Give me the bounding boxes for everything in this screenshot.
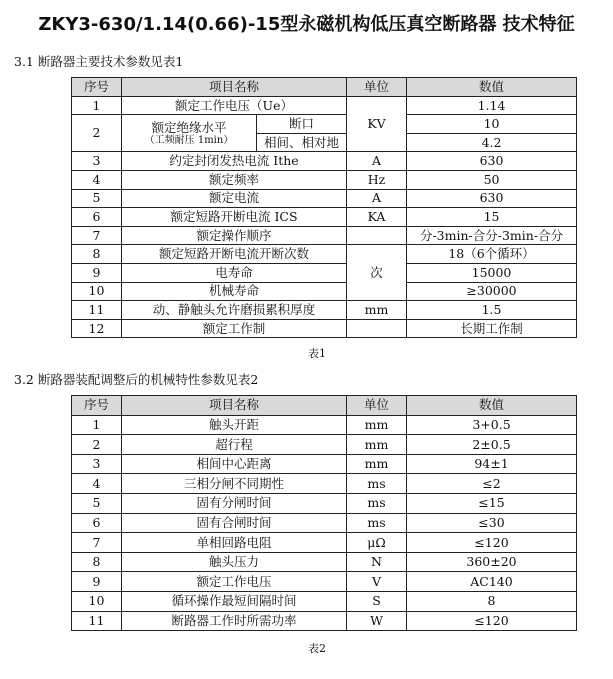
row-name: 额定电流	[122, 189, 347, 208]
row-no: 8	[72, 245, 122, 264]
row-name: 机械寿命	[122, 282, 347, 301]
row-name: 固有分闸时间	[122, 493, 347, 513]
table-row	[72, 282, 577, 301]
row-subname: 相间、相对地	[257, 133, 347, 152]
table-row	[72, 170, 577, 189]
table-1	[71, 77, 577, 338]
header-unit: 单位	[347, 396, 407, 416]
row-value: 10	[407, 115, 577, 134]
row-no: 7	[72, 533, 122, 553]
row-name: 固有合闸时间	[122, 513, 347, 533]
header-no: 序号	[72, 396, 122, 416]
row-value: 3+0.5	[407, 415, 577, 435]
row-no: 5	[72, 493, 122, 513]
table-2	[71, 395, 577, 631]
table-row	[72, 454, 577, 474]
row-value: 1.14	[407, 96, 577, 115]
row-no: 7	[72, 226, 122, 245]
row-unit: V	[347, 572, 407, 592]
row-no: 9	[72, 572, 122, 592]
row-name: 相间中心距离	[122, 454, 347, 474]
table-row	[72, 611, 577, 631]
row-unit: 次	[347, 245, 407, 301]
row-name-sub: （工频耐压 1min）	[144, 134, 234, 146]
row-name: 额定操作顺序	[122, 226, 347, 245]
row-name: 触头开距	[122, 415, 347, 435]
row-unit: mm	[347, 301, 407, 320]
row-unit: mm	[347, 454, 407, 474]
row-no: 3	[72, 152, 122, 171]
table-row	[72, 96, 577, 115]
table-row	[72, 513, 577, 533]
row-name-group	[122, 115, 257, 152]
row-no: 2	[72, 435, 122, 455]
row-no: 6	[72, 513, 122, 533]
row-no: 5	[72, 189, 122, 208]
row-name: 动、静触头允许磨损累积厚度	[122, 301, 347, 320]
row-no: 11	[72, 611, 122, 631]
row-name: 电寿命	[122, 263, 347, 282]
row-name: 单相回路电阻	[122, 533, 347, 553]
row-value: 15000	[407, 263, 577, 282]
row-value: ≤120	[407, 611, 577, 631]
section-heading-1: 3.1 断路器主要技术参数见表1	[14, 54, 184, 69]
row-name: 断路器工作时所需功率	[122, 611, 347, 631]
row-value: ≥30000	[407, 282, 577, 301]
row-no: 4	[72, 474, 122, 494]
table-row	[72, 226, 577, 245]
table-row	[72, 319, 577, 338]
row-value: 94±1	[407, 454, 577, 474]
table-row	[72, 474, 577, 494]
row-name: 循环操作最短间隔时间	[122, 591, 347, 611]
table-2-caption: 表2	[308, 642, 326, 655]
row-name: 额定工作制	[122, 319, 347, 338]
table-row	[72, 415, 577, 435]
row-value: ≤120	[407, 533, 577, 553]
row-unit	[347, 319, 407, 338]
row-no: 2	[72, 115, 122, 152]
row-name: 额定工作电压（Ue）	[122, 96, 347, 115]
row-value: 8	[407, 591, 577, 611]
row-value: 长期工作制	[407, 319, 577, 338]
table-row	[72, 115, 577, 134]
row-value: 18（6个循环）	[407, 245, 577, 264]
row-unit: S	[347, 591, 407, 611]
row-value: 50	[407, 170, 577, 189]
row-no: 10	[72, 591, 122, 611]
row-no: 8	[72, 552, 122, 572]
header-no: 序号	[72, 78, 122, 97]
row-unit: μΩ	[347, 533, 407, 553]
row-value: 630	[407, 189, 577, 208]
row-value: ≤30	[407, 513, 577, 533]
table-header-row	[72, 396, 577, 416]
row-name: 额定频率	[122, 170, 347, 189]
table-row	[72, 435, 577, 455]
row-name: 触头压力	[122, 552, 347, 572]
table-row	[72, 208, 577, 227]
header-name: 项目名称	[122, 78, 347, 97]
table-row	[72, 263, 577, 282]
row-value: 4.2	[407, 133, 577, 152]
document-title: ZKY3-630/1.14(0.66)-15型永磁机构低压真空断路器 技术特征	[38, 14, 575, 35]
row-unit: N	[347, 552, 407, 572]
row-unit: mm	[347, 435, 407, 455]
table-row	[72, 245, 577, 264]
table-row	[72, 152, 577, 171]
row-name: 额定短路开断电流开断次数	[122, 245, 347, 264]
row-value: AC140	[407, 572, 577, 592]
row-no: 1	[72, 415, 122, 435]
row-value: 630	[407, 152, 577, 171]
section-heading-2: 3.2 断路器装配调整后的机械特性参数见表2	[14, 372, 259, 387]
row-name: 额定工作电压	[122, 572, 347, 592]
row-no: 1	[72, 96, 122, 115]
row-unit: ms	[347, 513, 407, 533]
row-subname: 断口	[257, 115, 347, 134]
row-name: 额定短路开断电流 ICS	[122, 208, 347, 227]
row-name: 约定封闭发热电流 Ithe	[122, 152, 347, 171]
row-no: 9	[72, 263, 122, 282]
row-name: 三相分闸不同期性	[122, 474, 347, 494]
row-no: 11	[72, 301, 122, 320]
row-unit: A	[347, 152, 407, 171]
row-unit: A	[347, 189, 407, 208]
row-unit: ms	[347, 493, 407, 513]
row-value: 15	[407, 208, 577, 227]
row-no: 3	[72, 454, 122, 474]
table-row	[72, 533, 577, 553]
row-value: ≤15	[407, 493, 577, 513]
table-row	[72, 301, 577, 320]
row-value: 分-3min-合分-3min-合分	[407, 226, 577, 245]
table-1-caption: 表1	[308, 347, 326, 360]
row-no: 6	[72, 208, 122, 227]
row-unit: Hz	[347, 170, 407, 189]
header-value: 数值	[407, 78, 577, 97]
row-value: ≤2	[407, 474, 577, 494]
row-value: 2±0.5	[407, 435, 577, 455]
table-row	[72, 189, 577, 208]
row-name: 超行程	[122, 435, 347, 455]
row-unit	[347, 226, 407, 245]
row-unit: mm	[347, 415, 407, 435]
row-unit: ms	[347, 474, 407, 494]
row-name-main: 额定绝缘水平	[151, 119, 227, 135]
row-unit: W	[347, 611, 407, 631]
table-header-row	[72, 78, 577, 97]
table-row	[72, 572, 577, 592]
header-name: 项目名称	[122, 396, 347, 416]
row-no: 4	[72, 170, 122, 189]
row-no: 12	[72, 319, 122, 338]
row-unit: KV	[347, 96, 407, 152]
row-value: 1.5	[407, 301, 577, 320]
table-row	[72, 552, 577, 572]
table-row	[72, 591, 577, 611]
row-unit: KA	[347, 208, 407, 227]
row-value: 360±20	[407, 552, 577, 572]
header-value: 数值	[407, 396, 577, 416]
header-unit: 单位	[347, 78, 407, 97]
row-no: 10	[72, 282, 122, 301]
table-row	[72, 493, 577, 513]
